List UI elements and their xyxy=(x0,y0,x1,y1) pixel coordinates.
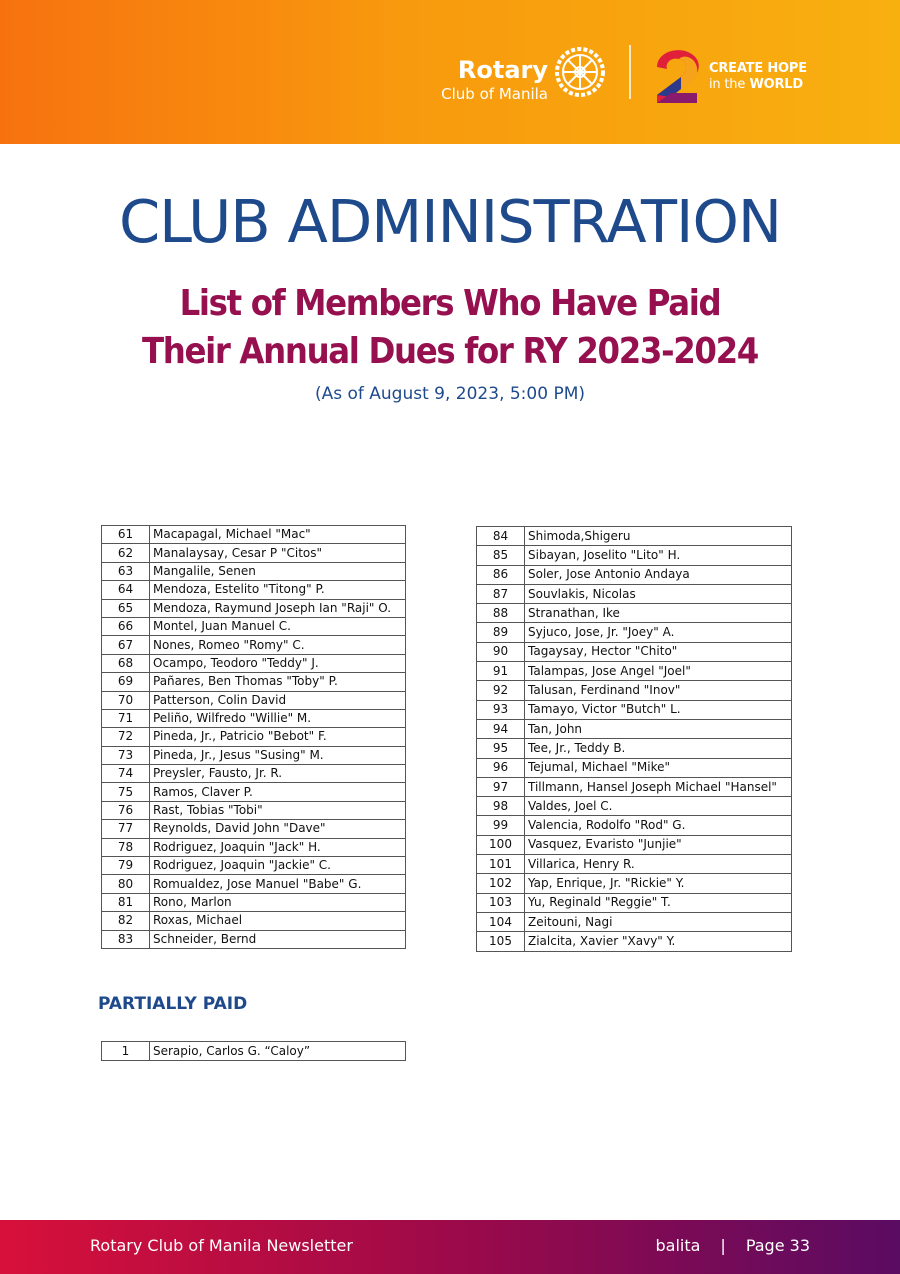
member-number: 76 xyxy=(102,801,150,819)
member-number: 64 xyxy=(102,581,150,599)
list-title-line-2: Their Annual Dues for RY 2023-2024 xyxy=(142,331,758,372)
member-number: 105 xyxy=(477,932,525,951)
table-row xyxy=(102,654,406,672)
member-name: Ramos, Claver P. xyxy=(150,783,406,801)
member-name: Mangalile, Senen xyxy=(150,562,406,580)
member-number: 82 xyxy=(102,912,150,930)
member-number: 75 xyxy=(102,783,150,801)
member-number: 84 xyxy=(477,527,525,546)
member-number: 96 xyxy=(477,758,525,777)
table-row xyxy=(477,604,792,623)
member-number: 97 xyxy=(477,777,525,796)
page-footer xyxy=(0,1220,900,1274)
table-row xyxy=(102,783,406,801)
member-name: Souvlakis, Nicolas xyxy=(525,584,792,603)
member-name: Serapio, Carlos G. “Caloy” xyxy=(150,1042,406,1061)
table-row xyxy=(102,673,406,691)
table-row xyxy=(102,820,406,838)
table-row xyxy=(477,855,792,874)
rotary-wheel-icon xyxy=(552,44,608,100)
table-row xyxy=(477,565,792,584)
table-row xyxy=(477,662,792,681)
table-row xyxy=(102,544,406,562)
member-number: 95 xyxy=(477,739,525,758)
member-name: Pineda, Jr., Jesus "Susing" M. xyxy=(150,746,406,764)
table-row xyxy=(102,912,406,930)
table-row xyxy=(477,546,792,565)
member-number: 61 xyxy=(102,526,150,544)
table-row xyxy=(102,838,406,856)
table-row xyxy=(102,857,406,875)
table-row xyxy=(102,617,406,635)
table-row xyxy=(102,930,406,948)
member-number: 65 xyxy=(102,599,150,617)
header-divider xyxy=(629,45,631,99)
member-name: Valdes, Joel C. xyxy=(525,797,792,816)
member-name: Manalaysay, Cesar P "Citos" xyxy=(150,544,406,562)
member-name: Tejumal, Michael "Mike" xyxy=(525,758,792,777)
page-title: CLUB ADMINISTRATION xyxy=(118,187,782,256)
member-name: Villarica, Henry R. xyxy=(525,855,792,874)
member-name: Sibayan, Joselito "Lito" H. xyxy=(525,546,792,565)
partially-paid-heading: PARTIALLY PAID xyxy=(98,994,248,1014)
member-name: Rast, Tobias "Tobi" xyxy=(150,801,406,819)
member-name: Pañares, Ben Thomas "Toby" P. xyxy=(150,673,406,691)
member-number: 71 xyxy=(102,709,150,727)
member-number: 67 xyxy=(102,636,150,654)
table-row xyxy=(477,912,792,931)
member-number: 62 xyxy=(102,544,150,562)
member-name: Romualdez, Jose Manuel "Babe" G. xyxy=(150,875,406,893)
table-row xyxy=(477,932,792,951)
member-number: 103 xyxy=(477,893,525,912)
member-name: Rodriguez, Joaquin "Jack" H. xyxy=(150,838,406,856)
table-row xyxy=(102,636,406,654)
table-row xyxy=(102,875,406,893)
table-row xyxy=(477,777,792,796)
table-row xyxy=(477,797,792,816)
member-number: 93 xyxy=(477,700,525,719)
member-number: 86 xyxy=(477,565,525,584)
member-name: Zeitouni, Nagi xyxy=(525,912,792,931)
member-number: 73 xyxy=(102,746,150,764)
hope-line-1: CREATE HOPE xyxy=(709,61,807,76)
member-name: Yu, Reginald "Reggie" T. xyxy=(525,893,792,912)
member-name: Patterson, Colin David xyxy=(150,691,406,709)
table-row xyxy=(477,739,792,758)
member-name: Syjuco, Jose, Jr. "Joey" A. xyxy=(525,623,792,642)
member-number: 81 xyxy=(102,893,150,911)
rotary-club-logo-text xyxy=(430,56,548,104)
partially-paid-table xyxy=(101,1041,406,1061)
member-name: Nones, Romeo "Romy" C. xyxy=(150,636,406,654)
table-row xyxy=(477,816,792,835)
member-name: Tan, John xyxy=(525,719,792,738)
table-row xyxy=(477,584,792,603)
table-row xyxy=(477,719,792,738)
member-name: Peliño, Wilfredo "Willie" M. xyxy=(150,709,406,727)
member-name: Tillmann, Hansel Joseph Michael "Hansel" xyxy=(525,777,792,796)
table-row xyxy=(102,893,406,911)
member-name: Reynolds, David John "Dave" xyxy=(150,820,406,838)
member-number: 101 xyxy=(477,855,525,874)
table-row xyxy=(477,642,792,661)
table-row xyxy=(477,835,792,854)
member-number: 87 xyxy=(477,584,525,603)
table-row xyxy=(102,709,406,727)
member-number: 99 xyxy=(477,816,525,835)
member-number: 74 xyxy=(102,765,150,783)
table-row xyxy=(102,1042,406,1061)
footer-page-number: Page 33 xyxy=(745,1236,810,1255)
footer-newsletter-name: Rotary Club of Manila Newsletter xyxy=(90,1236,353,1255)
table-row xyxy=(477,681,792,700)
table-row xyxy=(102,765,406,783)
member-number: 89 xyxy=(477,623,525,642)
member-name: Vasquez, Evaristo "Junjie" xyxy=(525,835,792,854)
footer-separator: | xyxy=(720,1236,726,1255)
hope-line-2 xyxy=(709,77,807,93)
member-number: 91 xyxy=(477,662,525,681)
member-name: Valencia, Rodolfo "Rod" G. xyxy=(525,816,792,835)
rotary-name: Rotary xyxy=(457,56,548,84)
member-name: Zialcita, Xavier "Xavy" Y. xyxy=(525,932,792,951)
member-number: 72 xyxy=(102,728,150,746)
member-name: Shimoda,Shigeru xyxy=(525,527,792,546)
hope-line-2-emphasis: WORLD xyxy=(749,77,803,92)
table-row xyxy=(477,623,792,642)
member-number: 98 xyxy=(477,797,525,816)
member-name: Mendoza, Raymund Joseph Ian "Raji" O. xyxy=(150,599,406,617)
member-number: 83 xyxy=(102,930,150,948)
create-hope-tagline xyxy=(709,61,807,93)
member-name: Schneider, Bernd xyxy=(150,930,406,948)
member-name: Preysler, Fausto, Jr. R. xyxy=(150,765,406,783)
footer-brand: balita xyxy=(655,1236,701,1255)
members-table-right xyxy=(476,526,792,952)
table-row xyxy=(102,581,406,599)
member-number: 90 xyxy=(477,642,525,661)
member-name: Tee, Jr., Teddy B. xyxy=(525,739,792,758)
member-number: 69 xyxy=(102,673,150,691)
member-name: Talampas, Jose Angel "Joel" xyxy=(525,662,792,681)
rotary-club-name: Club of Manila xyxy=(441,85,548,103)
table-row xyxy=(102,691,406,709)
member-number: 102 xyxy=(477,874,525,893)
member-name: Roxas, Michael xyxy=(150,912,406,930)
page-header xyxy=(0,0,900,144)
member-number: 88 xyxy=(477,604,525,623)
table-row xyxy=(477,893,792,912)
member-number: 79 xyxy=(102,857,150,875)
table-row xyxy=(477,527,792,546)
table-row xyxy=(102,562,406,580)
member-name: Tamayo, Victor "Butch" L. xyxy=(525,700,792,719)
hope-line-2-prefix: in the xyxy=(709,77,746,92)
member-name: Rodriguez, Joaquin "Jackie" C. xyxy=(150,857,406,875)
member-name: Macapagal, Michael "Mac" xyxy=(150,526,406,544)
member-name: Soler, Jose Antonio Andaya xyxy=(525,565,792,584)
member-number: 70 xyxy=(102,691,150,709)
member-name: Montel, Juan Manuel C. xyxy=(150,617,406,635)
member-number: 104 xyxy=(477,912,525,931)
table-row xyxy=(102,599,406,617)
member-number: 80 xyxy=(102,875,150,893)
member-name: Mendoza, Estelito "Titong" P. xyxy=(150,581,406,599)
member-name: Pineda, Jr., Patricio "Bebot" F. xyxy=(150,728,406,746)
create-hope-logo-icon xyxy=(651,45,707,107)
member-number: 100 xyxy=(477,835,525,854)
member-number: 85 xyxy=(477,546,525,565)
member-number: 68 xyxy=(102,654,150,672)
member-name: Talusan, Ferdinand "Inov" xyxy=(525,681,792,700)
table-row xyxy=(102,746,406,764)
member-number: 77 xyxy=(102,820,150,838)
table-row xyxy=(102,728,406,746)
member-name: Ocampo, Teodoro "Teddy" J. xyxy=(150,654,406,672)
member-name: Yap, Enrique, Jr. "Rickie" Y. xyxy=(525,874,792,893)
member-number: 78 xyxy=(102,838,150,856)
member-number: 92 xyxy=(477,681,525,700)
table-row xyxy=(102,526,406,544)
list-title xyxy=(45,280,855,376)
table-row xyxy=(477,700,792,719)
member-number: 63 xyxy=(102,562,150,580)
table-row xyxy=(102,801,406,819)
member-name: Rono, Marlon xyxy=(150,893,406,911)
members-table-left xyxy=(101,525,406,949)
member-number: 1 xyxy=(102,1042,150,1061)
as-of-date: (As of August 9, 2023, 5:00 PM) xyxy=(314,384,586,404)
member-name: Tagaysay, Hector "Chito" xyxy=(525,642,792,661)
footer-page-info xyxy=(655,1236,810,1255)
table-row xyxy=(477,758,792,777)
member-number: 66 xyxy=(102,617,150,635)
member-number: 94 xyxy=(477,719,525,738)
table-row xyxy=(477,874,792,893)
list-title-line-1: List of Members Who Have Paid xyxy=(179,283,721,324)
member-name: Stranathan, Ike xyxy=(525,604,792,623)
